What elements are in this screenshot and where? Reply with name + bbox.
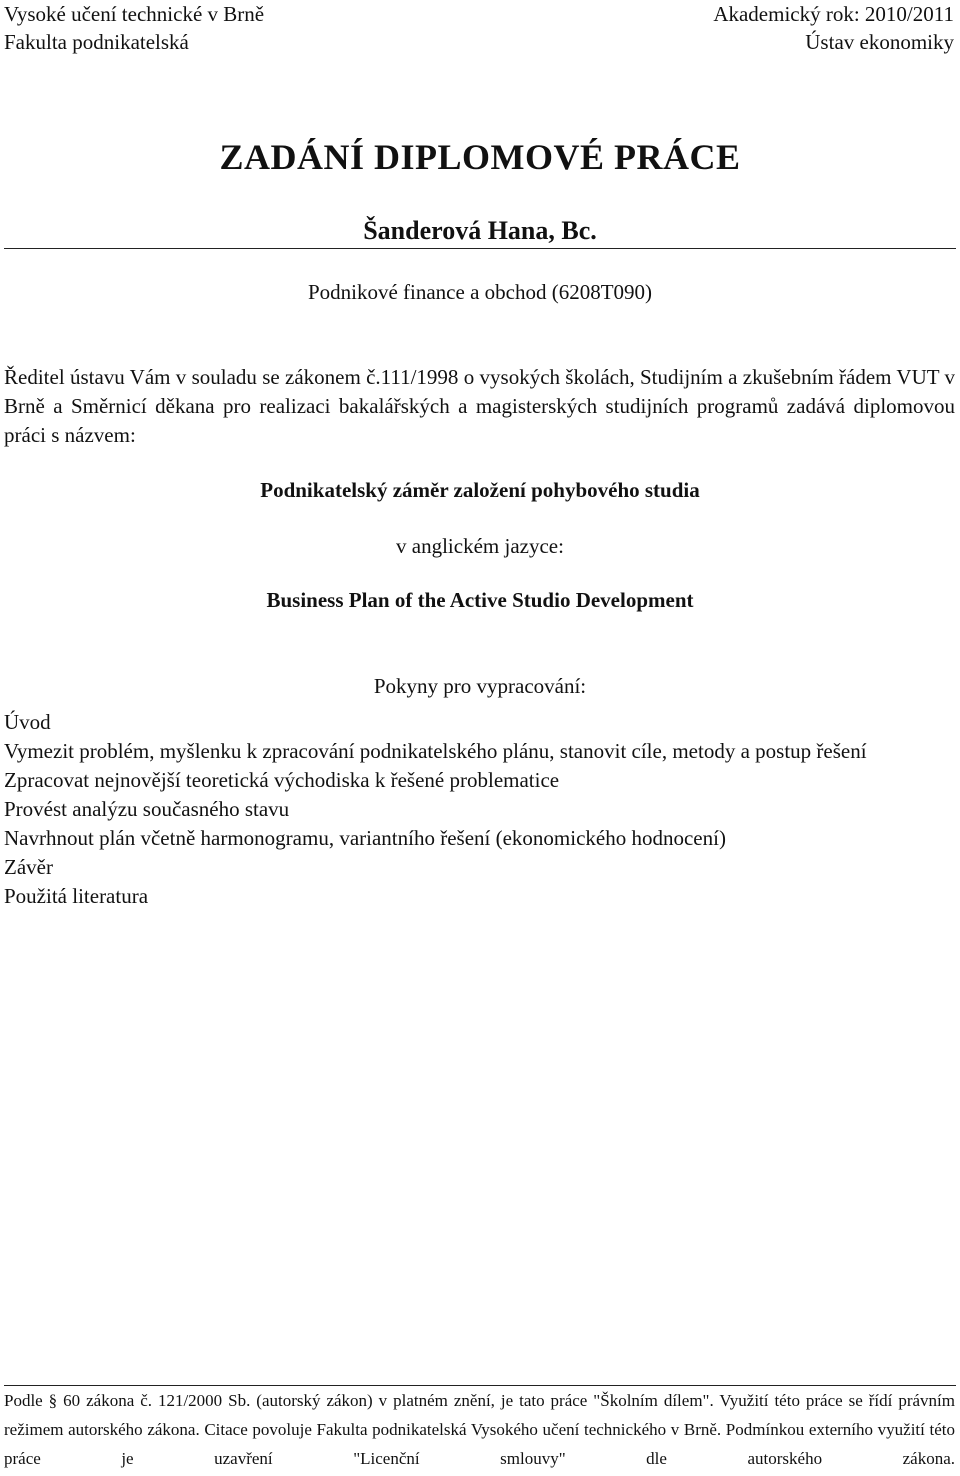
- instructions-heading: Pokyny pro vypracování:: [373, 674, 587, 698]
- list-item: Zpracovat nejnovější teoretická východiska k řešené problematice: [4, 768, 560, 792]
- list-item: Úvod: [4, 710, 51, 734]
- list-item: Navrhnout plán včetně harmonogramu, variantního řešení (ekonomického hodnocení): [4, 826, 726, 850]
- list-item: Použitá literatura: [4, 884, 149, 908]
- list-item: Vymezit problém, myšlenku k zpracování podnikatelského plánu, stanovit cíle, metody a postup řešení: [4, 739, 867, 763]
- intro-paragraph: Ředitel ústavu Vám v souladu se zákonem č.111/1998 o vysokých školách, Studijním a zkušebním řádem VUT v Brně a Směrnicí děkana pro realizaci bakalářských a magisterských studijních programů zadává diplomovou práci s názvem:: [4, 365, 955, 447]
- header-right: [713, 0, 954, 56]
- header-left: [4, 0, 264, 56]
- institute-name: Ústav ekonomiky: [805, 30, 954, 54]
- instructions-list: [4, 708, 956, 911]
- university-name: Vysoké učení technické v Brně: [4, 2, 265, 26]
- academic-year: Akademický rok: 2010/2011: [713, 2, 954, 26]
- divider: [4, 248, 956, 249]
- student-name: Šanderová Hana, Bc.: [363, 216, 597, 245]
- english-label: v anglickém jazyce:: [396, 534, 564, 558]
- faculty-name: Fakulta podnikatelská: [4, 30, 189, 54]
- study-program: Podnikové finance a obchod (6208T090): [307, 280, 653, 304]
- list-item: Provést analýzu současného stavu: [4, 797, 290, 821]
- document-title: ZADÁNÍ DIPLOMOVÉ PRÁCE: [219, 137, 741, 177]
- list-item: Závěr: [4, 855, 53, 879]
- footer-note: Podle § 60 zákona č. 121/2000 Sb. (autorský zákon) v platném znění, je tato práce "Školním dílem". Využití této práce se řídí právním režimem autorského zákona. Citace povoluje Fakulta podnikatelská Vysokého učení technického v Brně. Podmínkou externího využití této práce je uzavření "Licenční smlouvy" dle autorského zákona.: [4, 1391, 955, 1468]
- thesis-title-en: Business Plan of the Active Studio Development: [266, 588, 694, 612]
- thesis-title-cz: Podnikatelský záměr založení pohybového studia: [260, 478, 700, 502]
